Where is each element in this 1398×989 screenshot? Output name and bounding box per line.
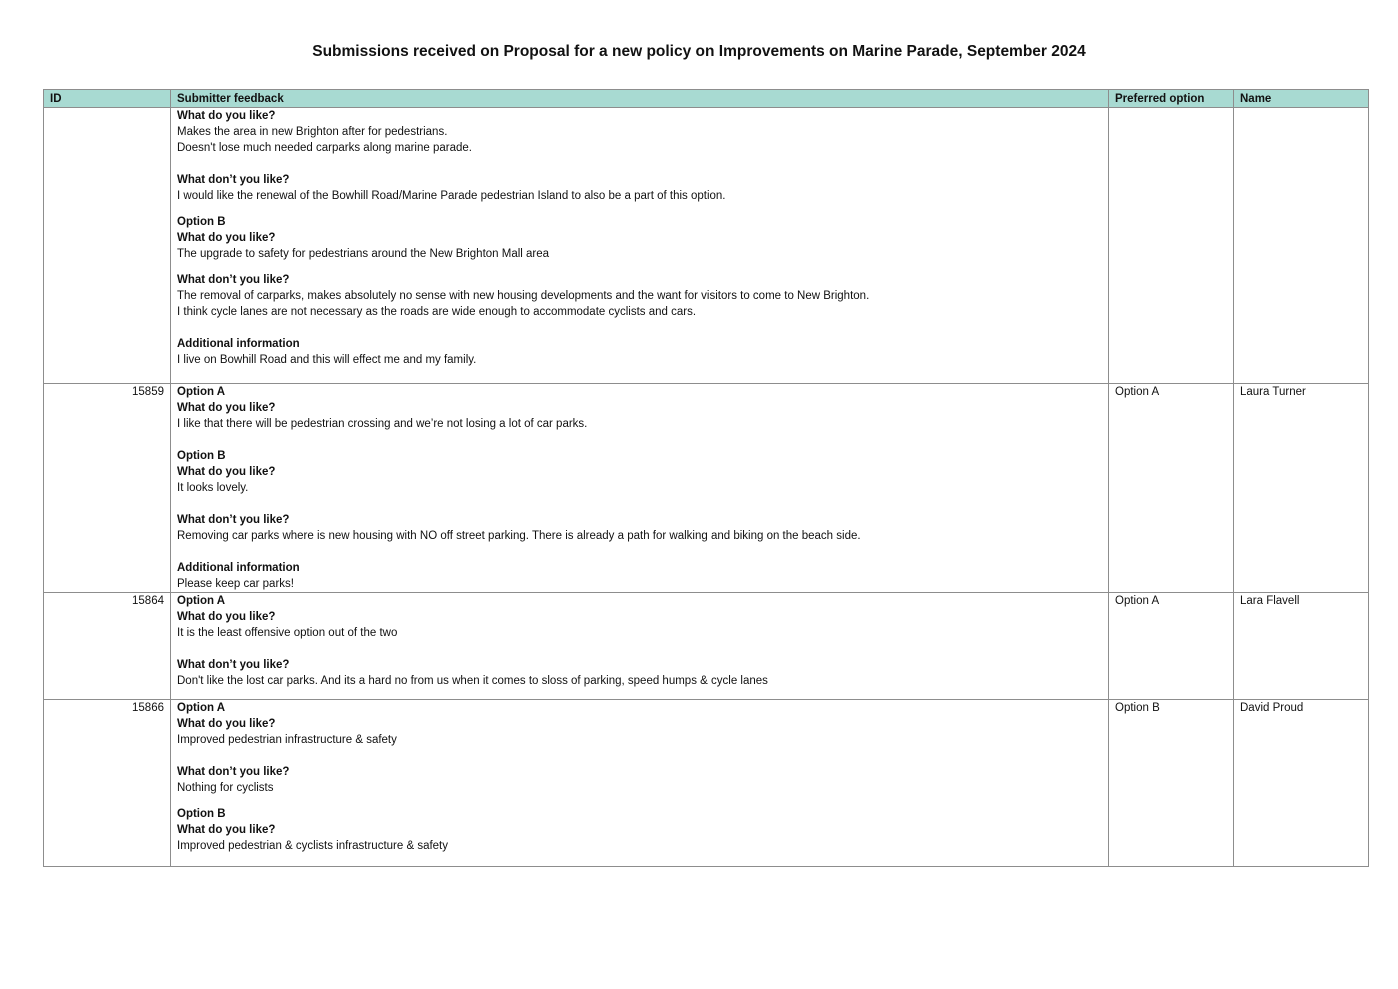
- cell-preferred-option: Option B: [1109, 700, 1234, 867]
- question-heading: What do you like?: [177, 466, 276, 478]
- feedback-line: I like that there will be pedestrian crossing and we’re not losing a lot of car parks.: [177, 418, 588, 430]
- question-heading: What do you like?: [177, 232, 276, 244]
- feedback-line: I would like the renewal of the Bowhill Road/Marine Parade pedestrian Island to also be a part of this option.: [177, 190, 726, 202]
- cell-preferred-option: Option A: [1109, 593, 1234, 700]
- cell-feedback: [171, 384, 1109, 593]
- feedback-line: It is the least offensive option out of the two: [177, 627, 398, 639]
- option-heading: Option B: [177, 450, 226, 462]
- question-heading: What don’t you like?: [177, 659, 290, 671]
- cell-feedback: [171, 108, 1109, 384]
- cell-name: [1234, 108, 1369, 384]
- option-heading: Option B: [177, 808, 226, 820]
- option-heading: Option A: [177, 386, 226, 398]
- feedback-line: I live on Bowhill Road and this will effect me and my family.: [177, 354, 477, 366]
- question-heading: What do you like?: [177, 611, 276, 623]
- question-heading: What don’t you like?: [177, 274, 290, 286]
- cell-preferred-option: Option A: [1109, 384, 1234, 593]
- question-heading: What do you like?: [177, 718, 276, 730]
- document-title: Submissions received on Proposal for a new policy on Improvements on Marine Parade, September 2024: [312, 43, 1086, 60]
- question-heading: What don’t you like?: [177, 174, 290, 186]
- header-preferred-option: Preferred option: [1109, 90, 1234, 108]
- feedback-line: Makes the area in new Brighton after for pedestrians.: [177, 126, 448, 138]
- feedback-line: I think cycle lanes are not necessary as the roads are wide enough to accommodate cyclists and cars.: [177, 306, 697, 318]
- feedback-line: It looks lovely.: [177, 482, 249, 494]
- question-heading: What do you like?: [177, 110, 276, 122]
- option-heading: Option B: [177, 216, 226, 228]
- header-submitter-feedback: Submitter feedback: [171, 90, 1109, 108]
- cell-id: 15866: [44, 700, 171, 867]
- option-heading: Option A: [177, 595, 226, 607]
- option-heading: Option A: [177, 702, 226, 714]
- question-heading: Additional information: [177, 562, 300, 574]
- submissions-table: [43, 89, 1369, 867]
- header-id: ID: [44, 90, 171, 108]
- question-heading: What do you like?: [177, 402, 276, 414]
- question-heading: What don’t you like?: [177, 514, 290, 526]
- table-row: [44, 593, 1369, 700]
- feedback-line: Don't like the lost car parks. And its a hard no from us when it comes to sloss of parking, speed humps & cycle lanes: [177, 675, 768, 687]
- cell-name: David Proud: [1234, 700, 1369, 867]
- cell-name: Laura Turner: [1234, 384, 1369, 593]
- feedback-line: Doesn't lose much needed carparks along marine parade.: [177, 142, 472, 154]
- question-heading: Additional information: [177, 338, 300, 350]
- cell-id: 15859: [44, 384, 171, 593]
- feedback-line: Improved pedestrian & cyclists infrastructure & safety: [177, 840, 448, 852]
- feedback-line: Improved pedestrian infrastructure & safety: [177, 734, 397, 746]
- feedback-line: The removal of carparks, makes absolutely no sense with new housing developments and the want for visitors to come to New Brighton.: [177, 290, 870, 302]
- table-row: [44, 700, 1369, 867]
- cell-id: 15864: [44, 593, 171, 700]
- cell-name: Lara Flavell: [1234, 593, 1369, 700]
- feedback-line: Removing car parks where is new housing with NO off street parking. There is already a path for walking and biking on the beach side.: [177, 530, 861, 542]
- table-header-row: [44, 90, 1369, 108]
- question-heading: What don’t you like?: [177, 766, 290, 778]
- table-row: [44, 384, 1369, 593]
- header-name: Name: [1234, 90, 1369, 108]
- cell-feedback: [171, 593, 1109, 700]
- cell-id: [44, 108, 171, 384]
- question-heading: What do you like?: [177, 824, 276, 836]
- cell-feedback: [171, 700, 1109, 867]
- cell-preferred-option: [1109, 108, 1234, 384]
- table-row: [44, 108, 1369, 384]
- feedback-line: Please keep car parks!: [177, 578, 294, 590]
- feedback-line: Nothing for cyclists: [177, 782, 274, 794]
- feedback-line: The upgrade to safety for pedestrians around the New Brighton Mall area: [177, 248, 550, 260]
